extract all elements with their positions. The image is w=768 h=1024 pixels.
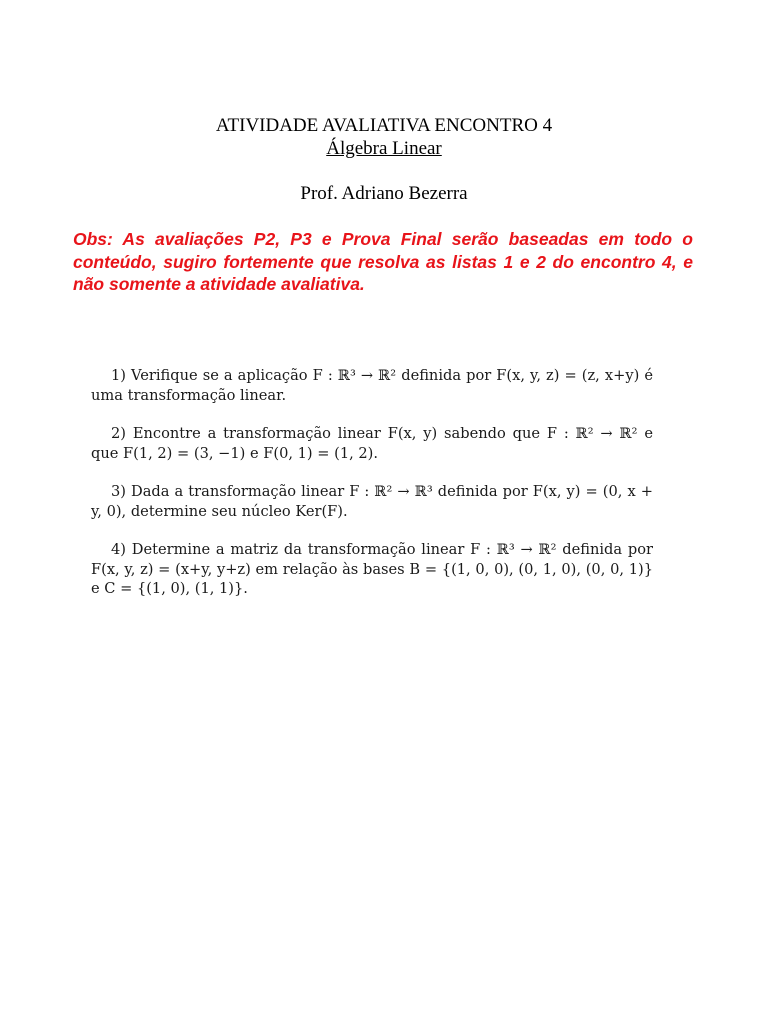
question-3: 3) Dada a transformação linear F : ℝ² → ℝ³ definida por F(x, y) = (0, x + y, 0), determine seu núcleo Ker(F).: [91, 483, 653, 520]
question-1: 1) Verifique se a aplicação F : ℝ³ → ℝ² definida por F(x, y, z) = (z, x+y) é uma transformação linear.: [91, 367, 653, 404]
question-4: 4) Determine a matriz da transformação linear F : ℝ³ → ℝ² definida por F(x, y, z) = (x+y, y+z) em relação às bases B = {(1, 0, 0), (0, 1, 0), (0, 0, 1)} e C = {(1, 0), (1, 1)}.: [91, 541, 653, 597]
question-2: 2) Encontre a transformação linear F(x, y) sabendo que F : ℝ² → ℝ² e que F(1, 2) = (3, −1) e F(0, 1) = (1, 2).: [91, 425, 653, 462]
professor-name: Prof. Adriano Bezerra: [300, 183, 468, 204]
subject-title: Álgebra Linear: [326, 138, 442, 159]
document-title: ATIVIDADE AVALIATIVA ENCONTRO 4: [215, 115, 553, 136]
observation-note: Obs: As avaliações P2, P3 e Prova Final serão baseadas em todo o conteúdo, sugiro fortemente que resolva as listas 1 e 2 do encontro 4, e não somente a atividade avaliativa.: [73, 229, 693, 294]
